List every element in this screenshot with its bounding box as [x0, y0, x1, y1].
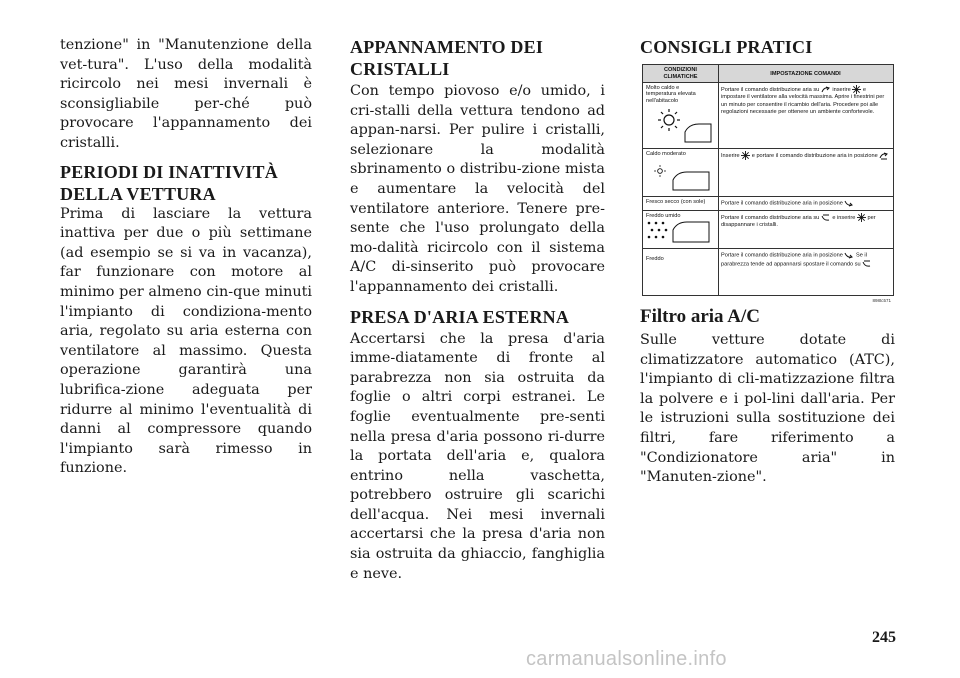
heading-consigli-pratici: CONSIGLI PRATICI: [640, 37, 813, 57]
setting-text: per disappannare i cristalli.: [721, 214, 876, 229]
defrost-floor-icon: [821, 214, 831, 222]
paragraph-presa-aria: Accertarsi che la presa d'aria imme-diatamente di fronte al parabrezza non sia ostruita da foglie o altri corpi estranei. Le foglie eventualmente pre-senti nella presa d'aria possono ri-durre la portata dell'aria e, qualora entrino nella vaschetta, potrebbero ostruire gli scarichi dell'acqua. Nei mesi invernali accertarsi che la presa d'aria non sia ostruita da ghiaccio, fanghiglia e neve.: [350, 330, 605, 582]
setting-text: Se il parabrezza tende ad appannarsi spostare il comando su: [721, 252, 867, 268]
table-row: [643, 148, 893, 197]
intro-paragraph: tenzione" in "Manutenzione della vet-tura". L'uso della modalità ricircolo nei mesi invernali è sconsigliabile per-ché può provocare l'appannamento dei cristalli.: [60, 37, 312, 151]
condition-label: Molto caldo e temperatura elevata nell'abitacolo: [646, 85, 696, 104]
bilevel-vent-icon: [879, 152, 889, 160]
setting-text: e inserire: [832, 214, 856, 221]
heading-presa-aria: PRESA D'ARIA ESTERNA: [350, 306, 570, 327]
figure-code: 898tc571: [872, 298, 891, 303]
snowflake-icon: [852, 85, 861, 94]
paragraph-filtro-aria: Sulle vetture dotate di climatizzatore automatico (ATC), l'impianto di cli-matizzazione filtra la polvere e i pol-lini dall'aria. Per le istruzioni sulla sostituzione dei filtri, fare riferimento a "Condizionatore aria" in "Manuten-zione".: [640, 332, 895, 486]
paragraph-periodi-inattivita: Prima di lasciare la vettura inattiva per due o più settimane (ad esempio se si va in vacanza), far funzionare con motore al minimo per almeno cin-que minuti l'impianto di condiziona-mento aria, regolato su aria esterna con ventilatore al massimo. Questa operazione garantirà una lubrifica-zione adeguata per ridurre al minimo l'eventualità di danni al compressore quando l'impianto sarà rimesso in funzione.: [60, 205, 312, 477]
raindrops-icon: [646, 220, 668, 242]
climate-settings-table: [642, 64, 894, 303]
column-middle: [350, 36, 605, 584]
table-row: [643, 82, 893, 149]
floor-vent-icon: [844, 199, 854, 207]
header-control-settings: IMPOSTAZIONE COMANDI: [770, 70, 841, 77]
sun-icon: [657, 108, 681, 132]
paragraph-appannamento: Con tempo piovoso e/o umido, i cri-stalli della vettura tendono ad appan-narsi. Per pulire i cristalli, selezionare la modalità sbrinamento o distribu-zione mista e aumentare la velocità del ventilatore anteriore. Tenere pre-sente che l'uso prolungato della mo-dalità ricircolo con il sistema A/C di-sinserito può provocare l'appannamento dei cristalli.: [350, 83, 605, 295]
table-row: [643, 248, 893, 295]
heading-filtro-aria: Filtro aria A/C: [640, 306, 760, 327]
setting-text: Portare il comando distribuzione aria in posizione: [721, 252, 843, 259]
setting-text: Portare il comando distribuzione aria in posizione: [721, 200, 843, 207]
car-window-icon: [683, 122, 713, 144]
setting-text: Portare il comando distribuzione aria su: [721, 214, 820, 221]
setting-text: inserire: [832, 86, 851, 93]
table-row: [643, 196, 893, 211]
setting-text: Portare il comando distribuzione aria su: [721, 86, 820, 93]
defrost-floor-icon: [862, 260, 872, 268]
setting-text: e impostare il ventilatore alla velocità massima. Aprire i finestrini per un minuto per consentire il ricambio dell'aria. Procedere poi alle regolazioni necessarie per ottenere un ambiente confortevole.: [721, 86, 885, 116]
car-window-icon: [671, 170, 711, 192]
condition-label: Caldo moderato: [646, 151, 686, 157]
condition-label: Freddo umido: [646, 213, 681, 219]
face-vent-icon: [821, 86, 831, 94]
page-number: 245: [872, 629, 896, 646]
setting-text: Inserire: [721, 152, 740, 159]
watermark: carmanualsonline.info: [526, 648, 727, 670]
heading-periodi-inattivita: PERIODI DI INATTIVITÀ DELLA VETTURA: [60, 161, 278, 204]
column-left: [60, 36, 312, 479]
table-row: [643, 210, 893, 249]
condition-label: Freddo: [646, 256, 664, 262]
setting-text: e portare il comando distribuzione aria in posizione: [751, 152, 878, 159]
snowflake-icon: [741, 151, 750, 160]
car-window-icon: [671, 220, 711, 244]
small-sun-icon: [653, 164, 667, 178]
condition-label: Fresco secco (con sole): [646, 199, 706, 205]
table-header: [643, 65, 893, 83]
snowflake-icon: [857, 213, 866, 222]
heading-appannamento: APPANNAMENTO DEI CRISTALLI: [350, 37, 544, 79]
floor-vent-icon: [844, 251, 854, 259]
header-climate-conditions: CONDIZIONI CLIMATICHE: [643, 65, 719, 82]
